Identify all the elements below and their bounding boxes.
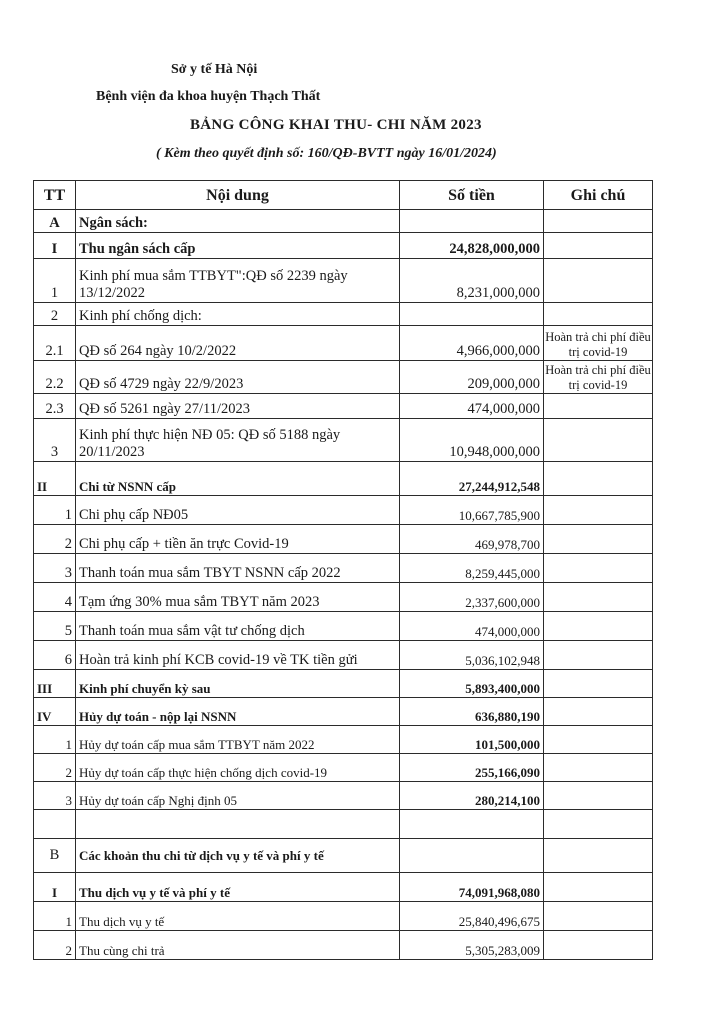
row-amount: 74,091,968,080 (400, 873, 544, 902)
row-amount: 5,036,102,948 (400, 641, 544, 670)
row-note (544, 583, 653, 612)
table-row (34, 810, 653, 839)
table-row (34, 210, 653, 233)
row-tt: 2 (34, 754, 76, 782)
table-row (34, 641, 653, 670)
row-content: Hủy dự toán cấp thực hiện chống dịch covid-19 (76, 754, 400, 782)
row-amount: 101,500,000 (400, 726, 544, 754)
row-note (544, 670, 653, 698)
row-tt: A (34, 210, 76, 233)
row-note (544, 782, 653, 810)
table-row (34, 496, 653, 525)
row-content: Tạm ứng 30% mua sắm TBYT năm 2023 (76, 583, 400, 612)
row-content: Thanh toán mua sắm TBYT NSNN cấp 2022 (76, 554, 400, 583)
row-content: QĐ số 264 ngày 10/2/2022 (76, 326, 400, 361)
row-amount: 25,840,496,675 (400, 902, 544, 931)
row-tt: 1 (34, 902, 76, 931)
table-header-row (34, 181, 653, 210)
table-row (34, 612, 653, 641)
col-header-content: Nội dung (76, 181, 400, 210)
row-tt: 3 (34, 554, 76, 583)
row-note: Hoàn trả chi phí điều trị covid-19 (544, 326, 653, 361)
table-row (34, 525, 653, 554)
table-row (34, 259, 653, 303)
row-amount (400, 210, 544, 233)
table-row (34, 583, 653, 612)
row-note (544, 839, 653, 873)
row-amount (400, 810, 544, 839)
row-amount (400, 303, 544, 326)
row-tt: 2.1 (34, 326, 76, 361)
col-header-tt: TT (34, 181, 76, 210)
table-row (34, 873, 653, 902)
row-note (544, 303, 653, 326)
row-content: Hủy dự toán cấp Nghị định 05 (76, 782, 400, 810)
row-note (544, 233, 653, 259)
row-tt: 3 (34, 419, 76, 462)
row-content: Hủy dự toán - nộp lại NSNN (76, 698, 400, 726)
row-amount: 27,244,912,548 (400, 462, 544, 496)
row-tt: 6 (34, 641, 76, 670)
row-note (544, 726, 653, 754)
row-amount: 8,231,000,000 (400, 259, 544, 303)
row-note (544, 525, 653, 554)
row-tt (34, 810, 76, 839)
row-tt: III (34, 670, 76, 698)
table-row (34, 326, 653, 361)
table-row (34, 698, 653, 726)
row-amount: 474,000,000 (400, 394, 544, 419)
table-row (34, 419, 653, 462)
row-amount: 10,667,785,900 (400, 496, 544, 525)
org-line-2: Bệnh viện đa khoa huyện Thạch Thất (96, 89, 321, 104)
row-note (544, 902, 653, 931)
row-amount: 4,966,000,000 (400, 326, 544, 361)
row-note (544, 641, 653, 670)
col-header-amount: Số tiền (400, 181, 544, 210)
table-row (34, 462, 653, 496)
table-row (34, 782, 653, 810)
table-row (34, 394, 653, 419)
row-content: Kinh phí mua sắm TTBYT":QĐ số 2239 ngày 13/12/2022 (76, 259, 400, 303)
table-row (34, 726, 653, 754)
row-content: Kinh phí thực hiện NĐ 05: QĐ số 5188 ngày 20/11/2023 (76, 419, 400, 462)
row-note (544, 210, 653, 233)
row-content (76, 810, 400, 839)
table-row (34, 554, 653, 583)
row-note (544, 462, 653, 496)
row-content: Thu dịch vụ y tế (76, 902, 400, 931)
row-note (544, 810, 653, 839)
table-row (34, 839, 653, 873)
table-row (34, 902, 653, 931)
row-amount: 636,880,190 (400, 698, 544, 726)
row-tt: I (34, 873, 76, 902)
row-content: Hoàn trả kinh phí KCB covid-19 về TK tiền gửi (76, 641, 400, 670)
row-note (544, 754, 653, 782)
row-content: Thu ngân sách cấp (76, 233, 400, 259)
row-amount: 24,828,000,000 (400, 233, 544, 259)
row-content: Các khoản thu chi từ dịch vụ y tế và phí y tế (76, 839, 400, 873)
row-tt: I (34, 233, 76, 259)
row-tt: B (34, 839, 76, 873)
col-header-note: Ghi chú (544, 181, 653, 210)
row-amount: 2,337,600,000 (400, 583, 544, 612)
document-title: BẢNG CÔNG KHAI THU- CHI NĂM 2023 (190, 117, 482, 133)
row-note (544, 873, 653, 902)
row-content: Chi từ NSNN cấp (76, 462, 400, 496)
row-amount (400, 839, 544, 873)
row-tt: 3 (34, 782, 76, 810)
row-content: Thu dịch vụ y tế và phí y tế (76, 873, 400, 902)
row-tt: 2 (34, 303, 76, 326)
table-row (34, 233, 653, 259)
row-note (544, 394, 653, 419)
table-row (34, 931, 653, 960)
org-line-1: Sở y tế Hà Nội (171, 62, 258, 77)
row-content: Kinh phí chống dịch: (76, 303, 400, 326)
row-note (544, 698, 653, 726)
table-row (34, 361, 653, 394)
row-content: Thanh toán mua sắm vật tư chống dịch (76, 612, 400, 641)
table-row (34, 670, 653, 698)
row-tt: 4 (34, 583, 76, 612)
row-note (544, 496, 653, 525)
row-content: Thu cùng chi trả (76, 931, 400, 960)
row-tt: 1 (34, 496, 76, 525)
row-tt: 2.3 (34, 394, 76, 419)
row-amount: 469,978,700 (400, 525, 544, 554)
row-content: Kinh phí chuyển kỳ sau (76, 670, 400, 698)
row-content: Hủy dự toán cấp mua sắm TTBYT năm 2022 (76, 726, 400, 754)
row-tt: 2.2 (34, 361, 76, 394)
row-amount: 5,305,283,009 (400, 931, 544, 960)
row-tt: II (34, 462, 76, 496)
row-note (544, 612, 653, 641)
row-tt: 1 (34, 726, 76, 754)
row-amount: 10,948,000,000 (400, 419, 544, 462)
table-row (34, 754, 653, 782)
row-note (544, 931, 653, 960)
row-content: Chi phụ cấp NĐ05 (76, 496, 400, 525)
row-amount: 474,000,000 (400, 612, 544, 641)
row-content: Ngân sách: (76, 210, 400, 233)
row-tt: IV (34, 698, 76, 726)
table-row (34, 303, 653, 326)
row-note: Hoàn trả chi phí điều trị covid-19 (544, 361, 653, 394)
row-amount: 8,259,445,000 (400, 554, 544, 583)
row-content: Chi phụ cấp + tiền ăn trực Covid-19 (76, 525, 400, 554)
finance-table (33, 180, 653, 960)
row-tt: 2 (34, 525, 76, 554)
row-amount: 5,893,400,000 (400, 670, 544, 698)
row-tt: 2 (34, 931, 76, 960)
row-tt: 1 (34, 259, 76, 303)
row-content: QĐ số 5261 ngày 27/11/2023 (76, 394, 400, 419)
document-subtitle: ( Kèm theo quyết định số: 160/QĐ-BVTT ngày 16/01/2024) (156, 146, 497, 161)
row-amount: 255,166,090 (400, 754, 544, 782)
row-content: QĐ số 4729 ngày 22/9/2023 (76, 361, 400, 394)
row-tt: 5 (34, 612, 76, 641)
row-note (544, 259, 653, 303)
row-note (544, 554, 653, 583)
row-amount: 280,214,100 (400, 782, 544, 810)
row-note (544, 419, 653, 462)
row-amount: 209,000,000 (400, 361, 544, 394)
